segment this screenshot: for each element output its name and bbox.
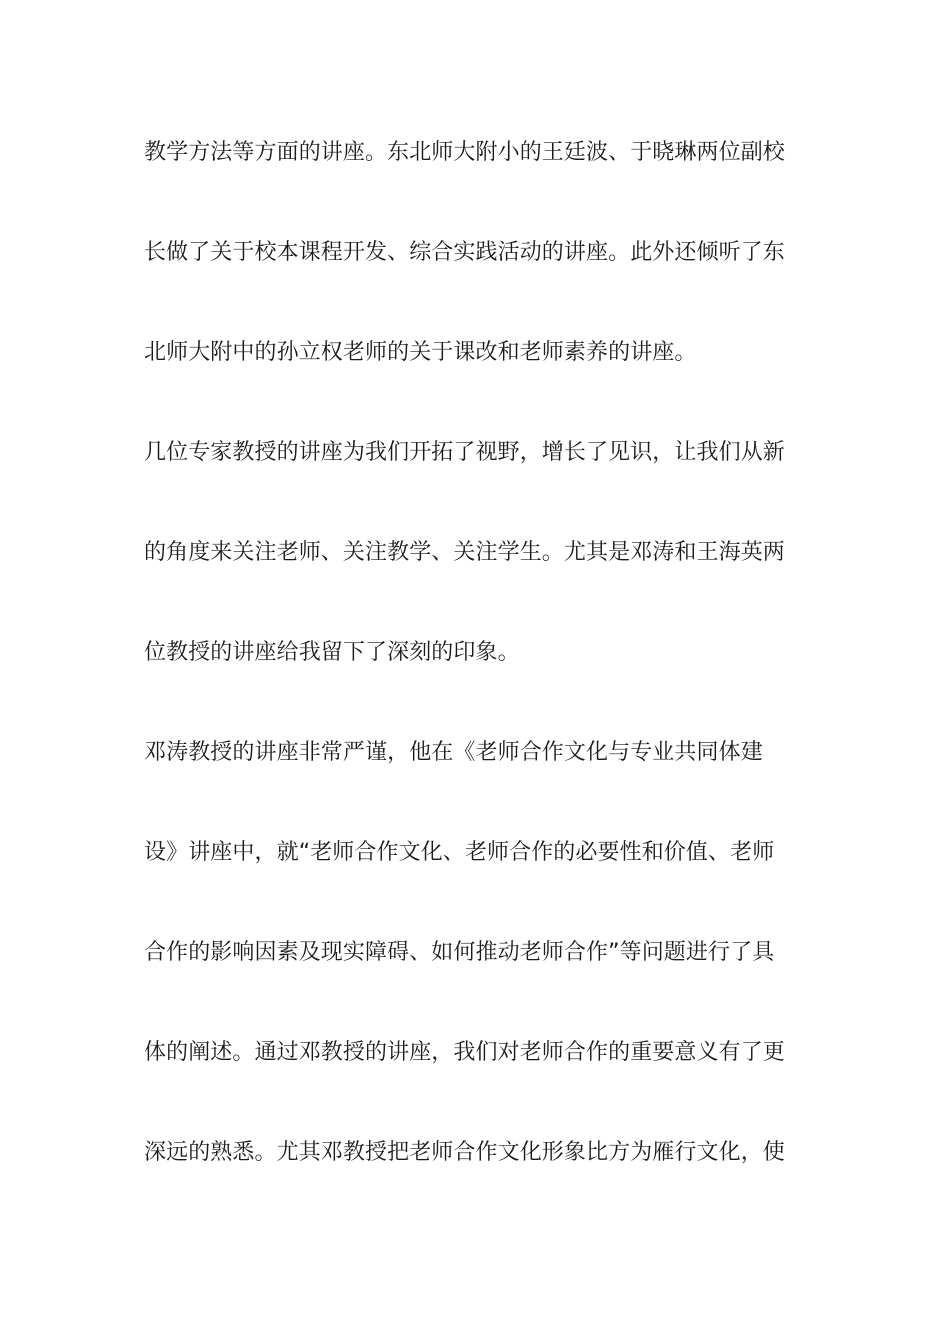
body-text: [144, 128, 814, 1228]
text-line: 体的阐述。通过邓教授的讲座，我们对老师合作的重要意义有了更: [144, 1040, 785, 1065]
text-line: 邓涛教授的讲座非常严谨，他在《老师合作文化与专业共同体建: [144, 740, 763, 765]
text-line: 教学方法等方面的讲座。东北师大附小的王廷波、于晓琳两位副校: [144, 140, 785, 165]
text-line: 长做了关于校本课程开发、综合实践活动的讲座。此外还倾听了东: [144, 240, 785, 265]
text-line: 的角度来关注老师、关注教学、关注学生。尤其是邓涛和王海英两: [144, 540, 785, 565]
text-line: 位教授的讲座给我留下了深刻的印象。: [144, 640, 520, 665]
text-line: 合作的影响因素及现实障碍、如何推动老师合作”等问题进行了具: [144, 940, 775, 965]
text-line: 设》讲座中，就“老师合作文化、老师合作的必要性和价值、老师: [144, 840, 775, 865]
text-line: 几位专家教授的讲座为我们开拓了视野，增长了见识，让我们从新: [144, 440, 785, 465]
text-line: 深远的熟悉。尤其邓教授把老师合作文化形象比方为雁行文化，使: [144, 1140, 785, 1165]
text-line: 北师大附中的孙立权老师的关于课改和老师素养的讲座。: [144, 340, 697, 365]
